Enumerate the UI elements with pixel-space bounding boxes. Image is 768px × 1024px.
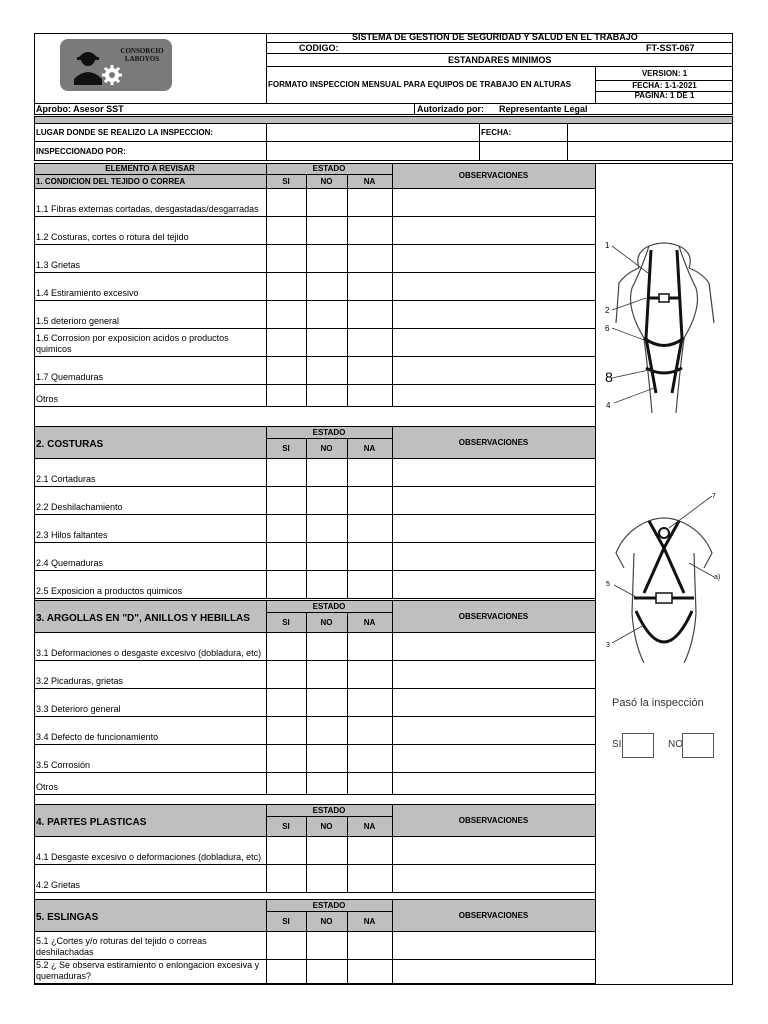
observations-header: OBSERVACIONES xyxy=(458,815,529,825)
no-header: NO xyxy=(320,617,333,627)
observations-cell[interactable] xyxy=(392,660,595,688)
item-label: 3.4 Defecto de funcionamiento xyxy=(36,732,159,742)
observations-cell[interactable] xyxy=(392,384,595,406)
passed-inspection-label: Pasó la inspección xyxy=(612,697,704,709)
na-cell[interactable] xyxy=(347,272,392,300)
no-cell[interactable] xyxy=(306,570,347,598)
na-cell[interactable] xyxy=(347,836,392,864)
item-label: Otros xyxy=(36,394,59,404)
observations-cell[interactable] xyxy=(392,744,595,772)
na-header: NA xyxy=(363,916,376,926)
item-label: 5.1 ¿Cortes y/o roturas del tejido o correas deshilachadas xyxy=(36,936,207,957)
no-cell[interactable] xyxy=(306,931,347,959)
si-cell[interactable] xyxy=(266,486,306,514)
table-row xyxy=(34,486,595,514)
observations-cell[interactable] xyxy=(392,632,595,660)
no-cell[interactable] xyxy=(306,716,347,744)
si-header: SI xyxy=(282,443,290,453)
observations-cell[interactable] xyxy=(392,864,595,892)
section-title: 3. ARGOLLAS EN "D", ANILLOS Y HEBILLAS xyxy=(36,612,250,624)
table-row xyxy=(34,384,595,406)
back-marker-7: 7 xyxy=(712,493,716,500)
si-cell[interactable] xyxy=(266,836,306,864)
element-header: ELEMENTO A REVISAR xyxy=(105,164,195,173)
si-cell[interactable] xyxy=(266,688,306,716)
si-header: SI xyxy=(282,916,290,926)
na-cell[interactable] xyxy=(347,328,392,356)
na-header: NA xyxy=(363,617,376,627)
no-cell[interactable] xyxy=(306,356,347,384)
si-cell[interactable] xyxy=(266,244,306,272)
observations-cell[interactable] xyxy=(392,458,595,486)
item-label: 2.3 Hilos faltantes xyxy=(36,530,108,540)
na-cell[interactable] xyxy=(347,716,392,744)
section-title: 1. CONDICION DEL TEJIDO O CORREA xyxy=(36,177,186,186)
na-cell[interactable] xyxy=(347,959,392,983)
table-row xyxy=(34,328,595,356)
no-cell[interactable] xyxy=(306,272,347,300)
estado-header: ESTADO xyxy=(312,601,346,611)
na-cell[interactable] xyxy=(347,384,392,406)
item-label: 4.1 Desgaste excesivo o deformaciones (dobladura, etc) xyxy=(36,852,262,862)
si-cell[interactable] xyxy=(266,570,306,598)
observations-cell[interactable] xyxy=(392,486,595,514)
na-cell[interactable] xyxy=(347,458,392,486)
item-label: 3.3 Deterioro general xyxy=(36,704,121,714)
na-cell[interactable] xyxy=(347,570,392,598)
item-label: 1.6 Corrosion por exposicion acidos o productos quimicos xyxy=(36,333,229,354)
front-marker-8: 8 xyxy=(605,369,613,385)
table-row xyxy=(34,772,595,794)
item-label: 1.4 Estiramiento excesivo xyxy=(36,288,139,298)
si-cell[interactable] xyxy=(266,300,306,328)
si-cell[interactable] xyxy=(266,458,306,486)
item-label: 3.5 Corrosión xyxy=(36,760,91,770)
table-row xyxy=(34,216,595,244)
table-row xyxy=(34,716,595,744)
passed-no-checkbox[interactable] xyxy=(682,733,714,758)
observations-cell[interactable] xyxy=(392,716,595,744)
no-header: NO xyxy=(320,176,333,186)
observations-cell[interactable] xyxy=(392,300,595,328)
si-cell[interactable] xyxy=(266,328,306,356)
separator-band xyxy=(34,116,733,124)
observations-cell[interactable] xyxy=(392,959,595,983)
table-row xyxy=(34,458,595,486)
no-cell[interactable] xyxy=(306,216,347,244)
authorized-value: Representante Legal xyxy=(499,104,588,114)
observations-cell[interactable] xyxy=(392,328,595,356)
observations-cell[interactable] xyxy=(392,836,595,864)
item-label: 2.1 Cortaduras xyxy=(36,474,96,484)
table-row xyxy=(34,744,595,772)
item-label: 2.5 Exposicion a productos quimicos xyxy=(36,586,183,596)
section-title: 2. COSTURAS xyxy=(36,438,104,450)
si-cell[interactable] xyxy=(266,931,306,959)
si-cell[interactable] xyxy=(266,384,306,406)
observations-header: OBSERVACIONES xyxy=(458,910,529,920)
no-cell[interactable] xyxy=(306,744,347,772)
table-row xyxy=(34,272,595,300)
observations-cell[interactable] xyxy=(392,772,595,794)
na-header: NA xyxy=(363,821,376,831)
item-label: 1.2 Costuras, cortes o rotura del tejido xyxy=(36,232,189,242)
observations-cell[interactable] xyxy=(392,216,595,244)
table-row xyxy=(34,542,595,570)
table-row xyxy=(34,688,595,716)
na-cell[interactable] xyxy=(347,188,392,216)
observations-cell[interactable] xyxy=(392,244,595,272)
si-cell[interactable] xyxy=(266,542,306,570)
code-value: FT-SST-067 xyxy=(646,43,695,53)
table-row xyxy=(34,300,595,328)
no-cell[interactable] xyxy=(306,660,347,688)
no-cell[interactable] xyxy=(306,328,347,356)
observations-cell[interactable] xyxy=(392,688,595,716)
version: VERSION: 1 xyxy=(641,69,688,78)
observations-cell[interactable] xyxy=(392,931,595,959)
table-row xyxy=(34,570,595,598)
no-cell[interactable] xyxy=(306,542,347,570)
date-label: FECHA: xyxy=(481,128,512,137)
si-header: SI xyxy=(282,821,290,831)
no-header: NO xyxy=(320,916,333,926)
si-cell[interactable] xyxy=(266,188,306,216)
si-cell[interactable] xyxy=(266,772,306,794)
no-cell[interactable] xyxy=(306,244,347,272)
item-label: 3.1 Deformaciones o desgaste excesivo (dobladura, etc) xyxy=(36,648,262,658)
si-cell[interactable] xyxy=(266,959,306,983)
front-marker-6: 6 xyxy=(605,324,610,333)
item-label: 2.4 Quemaduras xyxy=(36,558,104,568)
no-header: NO xyxy=(320,443,333,453)
na-cell[interactable] xyxy=(347,514,392,542)
passed-si-label: SI xyxy=(612,739,622,750)
section-title: 5. ESLINGAS xyxy=(36,911,99,923)
si-cell[interactable] xyxy=(266,216,306,244)
item-label: Otros xyxy=(36,782,59,792)
estado-header: ESTADO xyxy=(312,164,346,173)
na-cell[interactable] xyxy=(347,300,392,328)
na-header: NA xyxy=(363,176,376,186)
no-cell[interactable] xyxy=(306,836,347,864)
passed-si-checkbox[interactable] xyxy=(622,733,654,758)
na-cell[interactable] xyxy=(347,688,392,716)
logo-text-line1: CONSORCIO xyxy=(120,47,164,55)
table-row xyxy=(34,864,595,892)
na-header: NA xyxy=(363,443,376,453)
estado-header: ESTADO xyxy=(312,427,346,437)
no-cell[interactable] xyxy=(306,688,347,716)
item-label: 2.2 Deshilachamiento xyxy=(36,502,123,512)
issue-date: FECHA: 1-1-2021 xyxy=(632,81,697,90)
si-cell[interactable] xyxy=(266,632,306,660)
no-cell[interactable] xyxy=(306,458,347,486)
observations-header: OBSERVACIONES xyxy=(458,171,529,180)
harness-back-illustration xyxy=(604,493,724,673)
back-marker-a: a) xyxy=(714,574,721,581)
na-cell[interactable] xyxy=(347,931,392,959)
observations-cell[interactable] xyxy=(392,188,595,216)
table-row xyxy=(34,931,595,959)
item-label: 3.2 Picaduras, grietas xyxy=(36,676,124,686)
section-title: 4. PARTES PLASTICAS xyxy=(36,816,147,828)
item-label: 1.1 Fibras externas cortadas, desgastadas/desgarradas xyxy=(36,204,259,214)
item-label: 1.7 Quemaduras xyxy=(36,372,104,382)
table-row xyxy=(34,660,595,688)
table-row xyxy=(34,356,595,384)
item-label: 4.2 Grietas xyxy=(36,880,81,890)
page-number: PAGINA: 1 DE 1 xyxy=(634,91,695,100)
no-cell[interactable] xyxy=(306,772,347,794)
si-header: SI xyxy=(282,617,290,627)
no-cell[interactable] xyxy=(306,514,347,542)
item-label: 5.2 ¿ Se observa estiramiento o enlongacion excesiva y quemaduras? xyxy=(36,960,260,981)
si-header: SI xyxy=(282,176,290,186)
no-header: NO xyxy=(320,821,333,831)
table-row xyxy=(34,188,595,216)
na-cell[interactable] xyxy=(347,542,392,570)
place-label: LUGAR DONDE SE REALIZO LA INSPECCION: xyxy=(36,128,214,137)
na-cell[interactable] xyxy=(347,486,392,514)
na-cell[interactable] xyxy=(347,864,392,892)
table-row xyxy=(34,514,595,542)
si-cell[interactable] xyxy=(266,744,306,772)
table-row xyxy=(34,244,595,272)
table-row xyxy=(34,959,595,983)
system-title: SISTEMA DE GESTION DE SEGURIDAD Y SALUD EN EL TRABAJO xyxy=(352,32,638,42)
no-cell[interactable] xyxy=(306,864,347,892)
si-cell[interactable] xyxy=(266,514,306,542)
estado-header: ESTADO xyxy=(312,805,346,815)
observations-cell[interactable] xyxy=(392,570,595,598)
observations-cell[interactable] xyxy=(392,542,595,570)
table-row xyxy=(34,632,595,660)
si-cell[interactable] xyxy=(266,272,306,300)
si-cell[interactable] xyxy=(266,716,306,744)
front-marker-2: 2 xyxy=(605,306,610,315)
na-cell[interactable] xyxy=(347,216,392,244)
authorized-label: Autorizado por: xyxy=(417,104,484,114)
no-cell[interactable] xyxy=(306,300,347,328)
observations-cell[interactable] xyxy=(392,514,595,542)
observations-header: OBSERVACIONES xyxy=(458,437,529,447)
harness-front-illustration xyxy=(604,228,724,428)
inspected-by-label: INSPECCIONADO POR: xyxy=(36,147,126,156)
back-marker-3: 3 xyxy=(606,642,610,649)
observations-cell[interactable] xyxy=(392,356,595,384)
observations-header: OBSERVACIONES xyxy=(458,611,529,621)
no-cell[interactable] xyxy=(306,959,347,983)
item-label: 1.5 deterioro general xyxy=(36,316,120,326)
no-cell[interactable] xyxy=(306,384,347,406)
si-cell[interactable] xyxy=(266,356,306,384)
logo-text xyxy=(114,47,170,63)
na-cell[interactable] xyxy=(347,244,392,272)
no-cell[interactable] xyxy=(306,632,347,660)
date-input[interactable] xyxy=(568,125,732,140)
si-cell[interactable] xyxy=(266,660,306,688)
front-marker-4: 4 xyxy=(606,401,611,410)
front-marker-1: 1 xyxy=(605,241,610,250)
passed-no-label: NO xyxy=(668,739,683,750)
na-cell[interactable] xyxy=(347,772,392,794)
estado-header: ESTADO xyxy=(312,900,346,910)
na-cell[interactable] xyxy=(347,744,392,772)
place-input[interactable] xyxy=(267,125,478,140)
inspection-form xyxy=(34,33,733,985)
inspected-by-input[interactable] xyxy=(267,142,732,160)
logo-text-line2: LABOYOS xyxy=(124,55,160,63)
standards-title: ESTANDARES MINIMOS xyxy=(448,55,552,65)
item-label: 1.3 Grietas xyxy=(36,260,81,270)
na-cell[interactable] xyxy=(347,660,392,688)
si-cell[interactable] xyxy=(266,864,306,892)
no-cell[interactable] xyxy=(306,486,347,514)
observations-cell[interactable] xyxy=(392,272,595,300)
code-label: CODIGO: xyxy=(299,43,339,53)
table-row xyxy=(34,836,595,864)
approved-by: Aprobo: Asesor SST xyxy=(36,104,124,114)
na-cell[interactable] xyxy=(347,632,392,660)
na-cell[interactable] xyxy=(347,356,392,384)
no-cell[interactable] xyxy=(306,188,347,216)
form-title: FORMATO INSPECCION MENSUAL PARA EQUIPOS DE TRABAJO EN ALTURAS xyxy=(268,80,572,89)
back-marker-5: 5 xyxy=(606,581,610,588)
